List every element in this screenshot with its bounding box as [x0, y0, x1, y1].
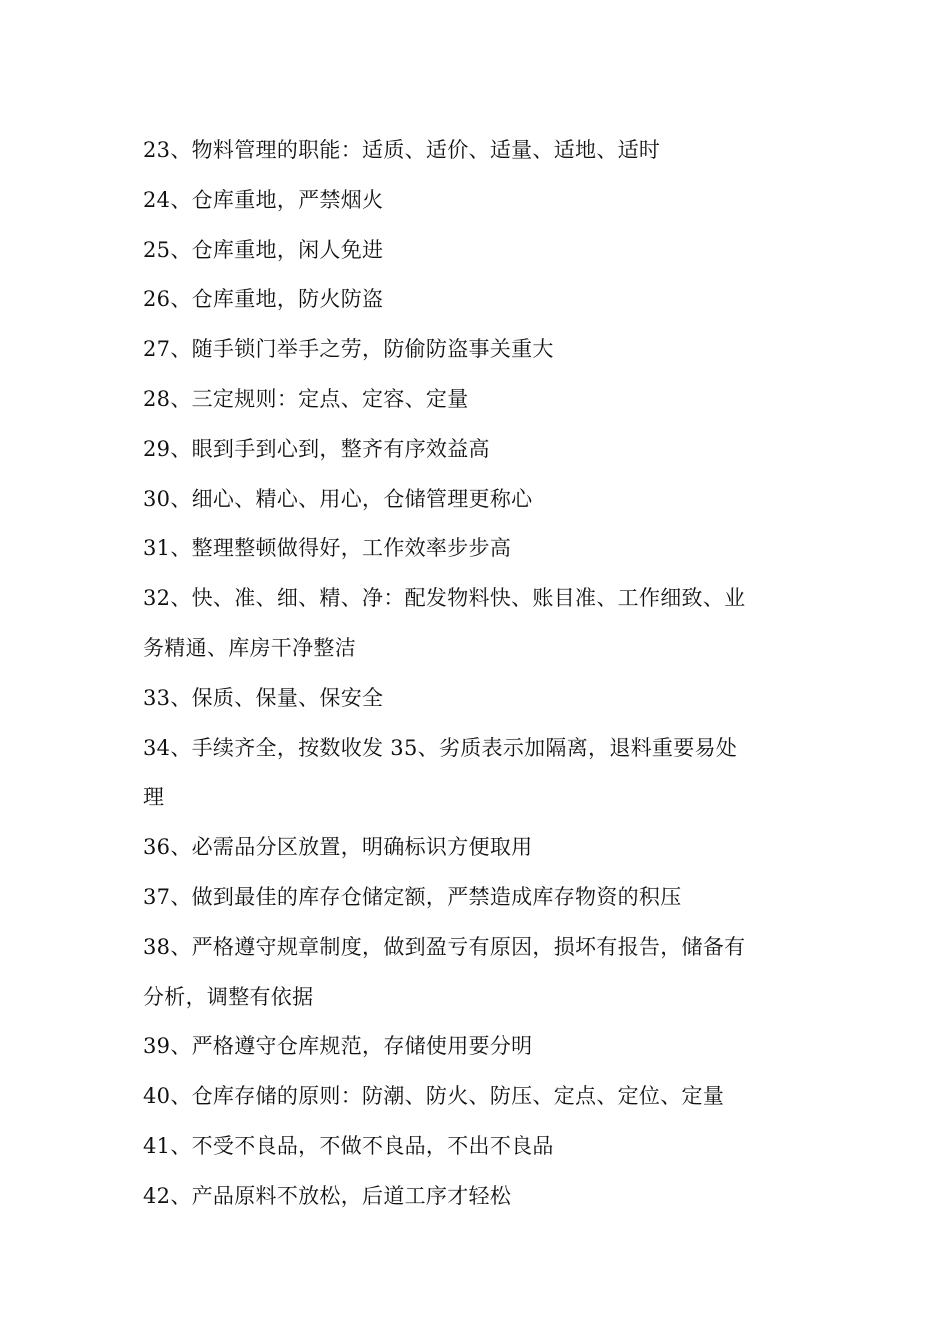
text-line: 34、手续齐全，按数收发 35、劣质表示加隔离，退料重要易处 — [143, 735, 738, 760]
text-line: 32、快、准、细、精、净：配发物料快、账目准、工作细致、业 — [143, 586, 746, 611]
text-line: 33、保质、保量、保安全 — [143, 685, 384, 710]
text-line: 30、细心、精心、用心，仓储管理更称心 — [143, 486, 533, 511]
text-line: 31、整理整顿做得好，工作效率步步高 — [143, 536, 512, 561]
text-line: 务精通、库房干净整洁 — [143, 635, 356, 660]
text-line: 29、眼到手到心到，整齐有序效益高 — [143, 436, 490, 461]
text-line: 23、物料管理的职能：适质、适价、适量、适地、适时 — [143, 138, 661, 162]
text-line: 41、不受不良品，不做不良品，不出不良品 — [143, 1133, 554, 1158]
text-line: 26、仓库重地，防火防盗 — [143, 287, 384, 312]
text-line: 40、仓库存储的原则：防潮、防火、防压、定点、定位、定量 — [143, 1084, 725, 1109]
text-line: 36、必需品分区放置，明确标识方便取用 — [143, 835, 533, 860]
text-line: 25、仓库重地，闲人免进 — [143, 237, 384, 262]
text-line: 42、产品原料不放松，后道工序才轻松 — [143, 1183, 512, 1208]
text-line: 37、做到最佳的库存仓储定额，严禁造成库存物资的积压 — [143, 884, 682, 909]
text-line: 28、三定规则：定点、定容、定量 — [143, 386, 469, 411]
text-line: 39、严格遵守仓库规范，存储使用要分明 — [143, 1034, 533, 1059]
text-line: 27、随手锁门举手之劳，防偷防盗事关重大 — [143, 337, 554, 362]
text-line: 理 — [143, 785, 165, 810]
text-line: 38、严格遵守规章制度，做到盈亏有原因，损坏有报告，储备有 — [143, 934, 746, 959]
text-line: 分析，调整有依据 — [143, 984, 314, 1009]
document-body — [143, 126, 823, 1222]
text-line: 24、仓库重地，严禁烟火 — [143, 187, 384, 212]
